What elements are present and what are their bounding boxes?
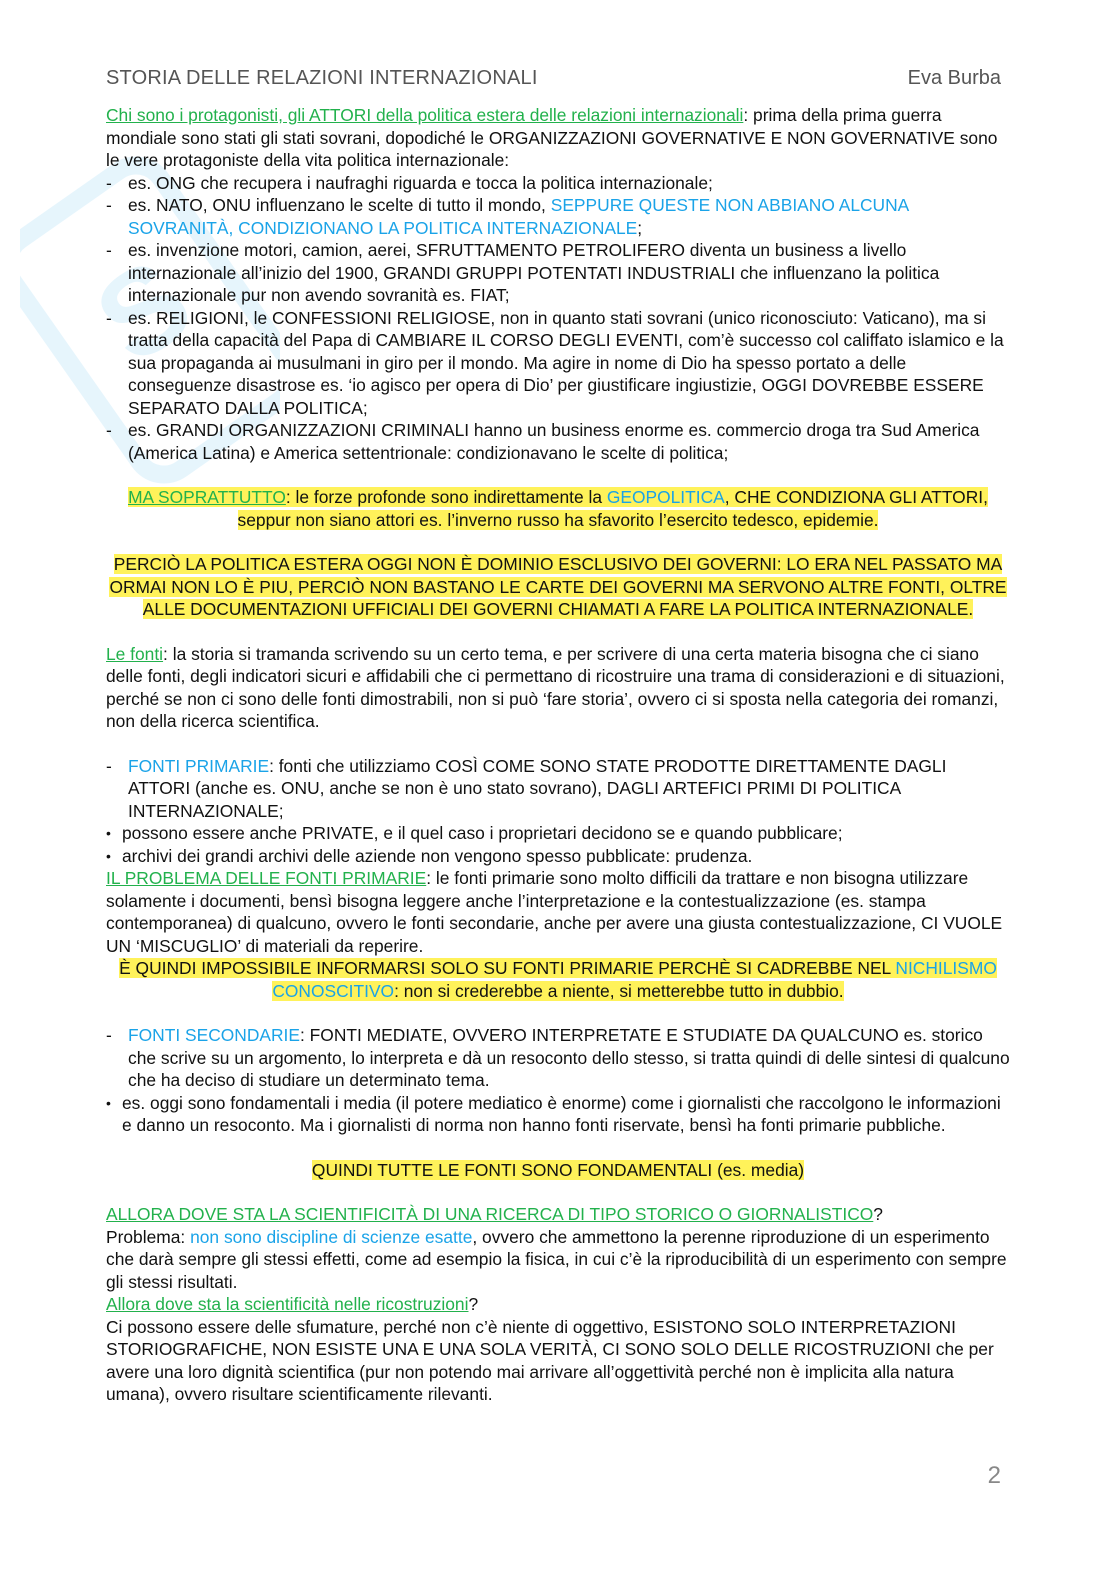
percio-paragraph: [106, 553, 1010, 621]
nichilismo-text-a: È QUINDI IMPOSSIBILE INFORMARSI SOLO SU FONTI PRIMARIE PERCHÈ SI CADREBBE NEL: [119, 958, 896, 978]
attori-item-2-end: ;: [637, 217, 643, 238]
final-paragraph: Ci possono essere delle sfumature, perché non c’è niente di oggettivo, ESISTONO SOLO INTERPRETAZIONI STORIOGRAFICHE, NON ESISTE UNA E UNA SOLA VERITÀ, CI SONO SOLO DELLE RICOSTRUZIONI che per avere una loro dignità scientifica (pur non potendo mai arrivare all’oggettività perché non è implicita alla natura umana), ovvero risultare scientificamente rilevanti.: [106, 1316, 994, 1404]
attori-item-2-blue: SEPPURE QUESTE NON ABBIANO ALCUNA SOVRANITÀ, CONDIZIONANO LA POLITICA INTERNAZIONALE: [128, 195, 909, 238]
problema-paragraph: [106, 867, 1010, 957]
percio-highlight: PERCIÒ LA POLITICA ESTERA OGGI NON È DOMINIO ESCLUSIVO DEI GOVERNI: LO ERA NEL PASSATO MA ORMAI NON LO È PIU, PERCIÒ NON BASTANO LE CARTE DEI GOVERNI MA SERVONO ALTRE FONTI, OLTRE ALLE DOCUMENTAZIONI UFFICIALI DEI GOVERNI CHIAMATI A FARE LA POLITICA INTERNAZIONALE.: [109, 554, 1007, 619]
soprattutto-label: MA SOPRATTUTTO: [128, 487, 286, 507]
problema-label: Problema:: [106, 1226, 191, 1247]
document-body: [106, 104, 1010, 1406]
attori-item-2-text: es. NATO, ONU influenzano le scelte di tutto il mondo,: [128, 195, 551, 215]
attori-item-2: [106, 194, 1010, 239]
fonti-paragraph: [106, 643, 1010, 733]
soprattutto-paragraph: [106, 486, 1010, 531]
nichilismo-paragraph: [106, 957, 1010, 1002]
scientificita-question-1: ALLORA DOVE STA LA SCIENTIFICITÀ DI UNA RICERCA DI TIPO STORICO O GIORNALISTICO: [106, 1204, 874, 1224]
fonti-heading: Le fonti: [106, 643, 164, 664]
problema-blue: non sono discipline di scienze esatte: [190, 1226, 473, 1247]
primarie-bullet-2: • archivi dei grandi archivi delle aziende non vengono spesso pubblicate: prudenza.: [106, 845, 1010, 868]
question-mark-1: ?: [873, 1204, 883, 1224]
geopolitica-term: GEOPOLITICA: [606, 487, 725, 507]
quindi-highlight: QUINDI TUTTE LE FONTI SONO FONDAMENTALI (es. media): [311, 1159, 805, 1180]
watermark-letter: S: [72, 233, 215, 389]
attori-item-5: - es. GRANDI ORGANIZZAZIONI CRIMINALI hanno un business enorme es. commercio droga tra Sud America (America Latina) e America settentrionale: condizionavano le scelte di politica;: [106, 419, 1010, 464]
page-number: 2: [987, 1462, 1001, 1489]
attori-item-4: - es. RELIGIONI, le CONFESSIONI RELIGIOSE, non in quanto stati sovrani (unico riconosciuto: Vaticano), ma si tratta della capacità del Papa di CAMBIARE IL CORSO DEGLI EVENTI, com’è successo col califfato islamico e la sua propaganda ai musulmani in giro per il mondo. Ma agire in nome di Dio ha spesso portato a delle conseguenze disastrose es. ‘io agisco per opera di Dio’ per giustificare ingiustizie, OGGI DOVREBBE ESSERE SEPARATO DALLA POLITICA;: [106, 307, 1010, 420]
scientificita-paragraph: [106, 1203, 1010, 1226]
primarie-item: [106, 755, 1010, 823]
scientificita-question-2: Allora dove sta la scientificità nelle ricostruzioni: [106, 1294, 469, 1314]
fonti-text: : la storia si tramanda scrivendo su un certo tema, e per scrivere di una certa materia bisogna che ci siano delle fonti, degli indicatori sicuri e affidabili che ci permettano di ricostruire una trama di considerazioni e di situazioni, perché se non ci sono delle fonti dimostrabili, non si può ‘fare storia’, ovvero ci si sposta nella categoria dei romanzi, non della ricerca scientifica.: [106, 643, 1005, 731]
primarie-bullet-1: • possono essere anche PRIVATE, e il quel caso i proprietari decidono se e quando pubblicare;: [106, 822, 1010, 845]
problema-scienze-text: , ovvero che ammettono la perenne riproduzione di un esperimento che darà sempre gli stessi effetti, come ad esempio la fisica, in cui c’è la riproducibilità di un esperimento con sempre gli stessi risultati.: [106, 1226, 1007, 1292]
attori-heading: Chi sono i protagonisti, gli ATTORI della politica estera delle relazioni internazionali: [106, 105, 744, 125]
soprattutto-text-a: : le forze profonde sono indirettamente la: [285, 487, 607, 507]
secondarie-label: FONTI SECONDARIE: [128, 1025, 300, 1045]
ricostruzioni-question: [106, 1293, 1010, 1316]
attori-paragraph: [106, 104, 1010, 172]
quindi-paragraph: [106, 1159, 1010, 1182]
header-title: STORIA DELLE RELAZIONI INTERNAZIONALI: [106, 67, 538, 89]
primarie-label: FONTI PRIMARIE: [128, 755, 270, 776]
attori-intro: : prima della prima guerra mondiale sono stati gli stati sovrani, dopodiché le ORGANIZZAZIONI GOVERNATIVE E NON GOVERNATIVE sono le vere protagoniste della vita politica internazionale:: [106, 105, 998, 170]
problema-heading: IL PROBLEMA DELLE FONTI PRIMARIE: [106, 868, 427, 888]
question-mark-2: ?: [468, 1294, 479, 1314]
problema-scienze-paragraph: [106, 1226, 1010, 1294]
header-author: Eva Burba: [907, 67, 1001, 89]
secondarie-bullet-1: • es. oggi sono fondamentali i media (il potere mediatico è enorme) come i giornalisti che raccolgono le informazioni e danno un resoconto. Ma i giornalisti di norma non hanno fonti riservate, bensì ha fonti primarie pubbliche.: [106, 1092, 1010, 1137]
problema-text: : le fonti primarie sono molto difficili da trattare e non bisogna utilizzare solamente i documenti, bensì bisogna leggere anche l’interpretazione e la contestualizzazione (es. stampa contemporanea) di qualcuno, ovvero le fonti secondarie, anche per avere una giusta contestualizzazione, CI VUOLE UN ‘MISCUGLIO’ di materiali da reperire.: [106, 868, 1003, 956]
secondarie-item: [106, 1024, 1010, 1092]
primarie-text: : fonti che utilizziamo COSÌ COME SONO STATE PRODOTTE DIRETTAMENTE DAGLI ATTORI (anche es. ONU, anche se non è uno stato sovrano), DAGLI ARTEFICI PRIMI DI POLITICA INTERNAZIONALE;: [128, 755, 947, 821]
soprattutto-text-b: , CHE CONDIZIONA GLI ATTORI, seppur non siano attori es. l’inverno russo ha sfavorito l’esercito tedesco, epidemie.: [237, 487, 988, 530]
nichilismo-term: NICHILISMO CONOSCITIVO: [272, 958, 997, 1001]
nichilismo-text-c: : non si crederebbe a niente, si metterebbe tutto in dubbio.: [394, 980, 844, 1001]
secondarie-text: : FONTI MEDIATE, OVVERO INTERPRETATE E STUDIATE DA QUALCUNO es. storico che scrive su un argomento, lo interpreta e dà un resoconto dello stesso, si tratta quindi di delle sintesi di qualcuno che ha deciso di studiare un determinato tema.: [128, 1025, 1010, 1090]
attori-item-3: - es. invenzione motori, camion, aerei, SFRUTTAMENTO PETROLIFERO diventa un business a livello internazionale all’inizio del 1900, GRANDI GRUPPI POTENTATI INDUSTRIALI che influenzano la politica internazionale pur non avendo sovranità es. FIAT;: [106, 239, 1010, 307]
attori-item-1: - es. ONG che recupera i naufraghi riguarda e tocca la politica internazionale;: [106, 172, 1010, 195]
